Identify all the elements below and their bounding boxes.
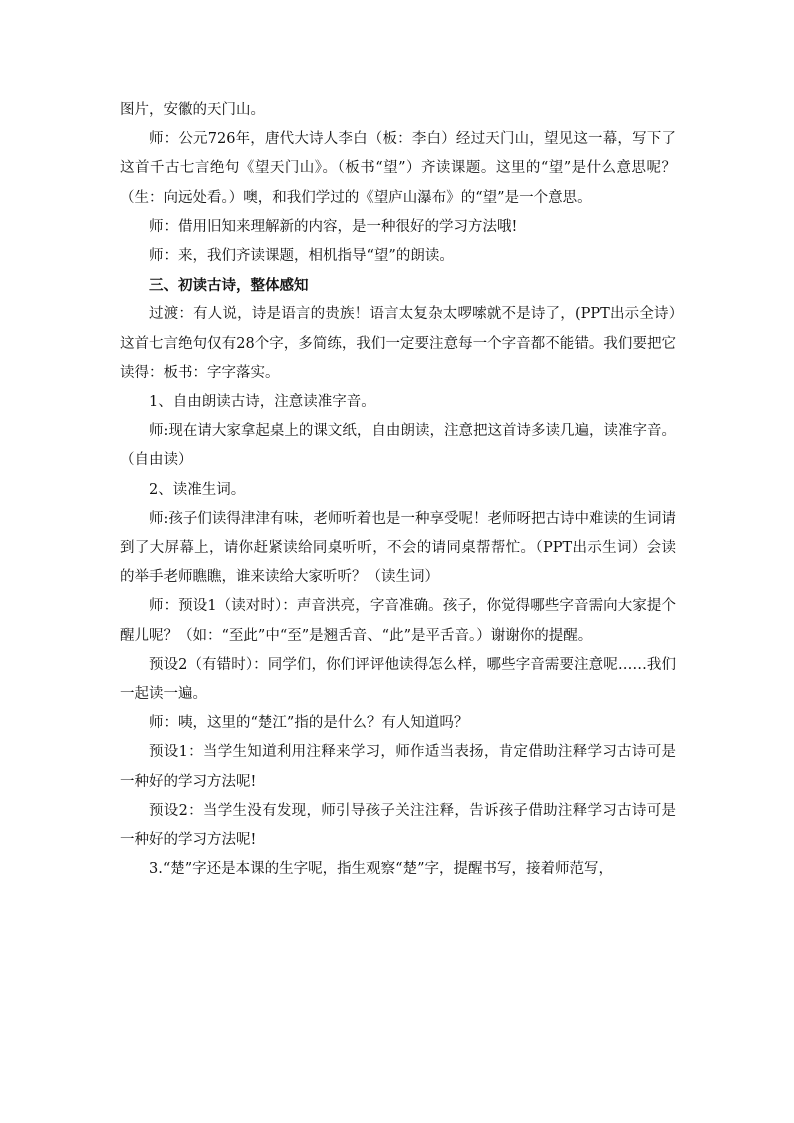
paragraph: 2、读准生词。 bbox=[149, 481, 246, 498]
paragraph: 师：预设1（读对时）：声音洪亮，字音准确。孩子，你觉得哪些字音需向大家提个醒儿呢？（如：“至此”中“至”是翘舌音、“此”是平舌音。）谢谢你的提醒。 bbox=[120, 598, 676, 644]
paragraph: 师：借用旧知来理解新的内容，是一种很好的学习方法哦! bbox=[149, 218, 518, 235]
paragraph: 3.“楚”字还是本课的生字呢，指生观察“楚”字，提醒书写，接着师范写， bbox=[149, 861, 613, 878]
paragraph: 师:现在请大家拿起桌上的课文纸，自由朗读，注意把这首诗多读几遍，读准字音。（自由读） bbox=[120, 423, 676, 469]
paragraph: 师：公元726年，唐代大诗人李白（板：李白）经过天门山，望见这一幕，写下了这首千古七言绝句《望天门山》。（板书“望”）齐读课题。这里的“望”是什么意思呢？（生：向远处看。）噢，和我们学过的《望庐山瀑布》的“望”是一个意思。 bbox=[120, 131, 676, 206]
paragraph: 过渡：有人说，诗是语言的贵族！语言太复杂太啰嗦就不是诗了，(PPT出示全诗）这首七言绝句仅有28个字，多简练，我们一定要注意每一个字音都不能错。我们要把它读得：板书：字字落实。 bbox=[120, 306, 676, 381]
paragraph: 预设1：当学生知道利用注释来学习，师作适当表扬，肯定借助注释学习古诗可是一种好的学习方法呢! bbox=[120, 744, 676, 790]
document-body bbox=[120, 96, 676, 884]
paragraph: 图片，安徽的天门山。 bbox=[120, 102, 265, 118]
paragraph: 师:孩子们读得津津有味，老师听着也是一种享受呢！老师呀把古诗中难读的生词请到了大屏幕上，请你赶紧读给同桌听听，不会的请同桌帮帮忙。（PPT出示生词）会读的举手老师瞧瞧，谁来读给大家听听？（读生词） bbox=[120, 510, 676, 586]
section-heading: 三、初读古诗，整体感知 bbox=[149, 277, 309, 295]
paragraph: 预设2：当学生没有发现，师引导孩子关注注释，告诉孩子借助注释学习古诗可是一种好的学习方法呢! bbox=[120, 802, 676, 849]
paragraph: 师：咦，这里的“楚江”指的是什么？有人知道吗？ bbox=[149, 715, 469, 732]
paragraph: 1、自由朗读古诗，注意读准字音。 bbox=[149, 394, 376, 411]
paragraph: 预设2（有错时）：同学们，你们评评他读得怎么样，哪些字音需要注意呢……我们一起读一遍。 bbox=[120, 656, 676, 703]
paragraph: 师：来，我们齐读课题，相机指导“望”的朗读。 bbox=[149, 248, 454, 265]
